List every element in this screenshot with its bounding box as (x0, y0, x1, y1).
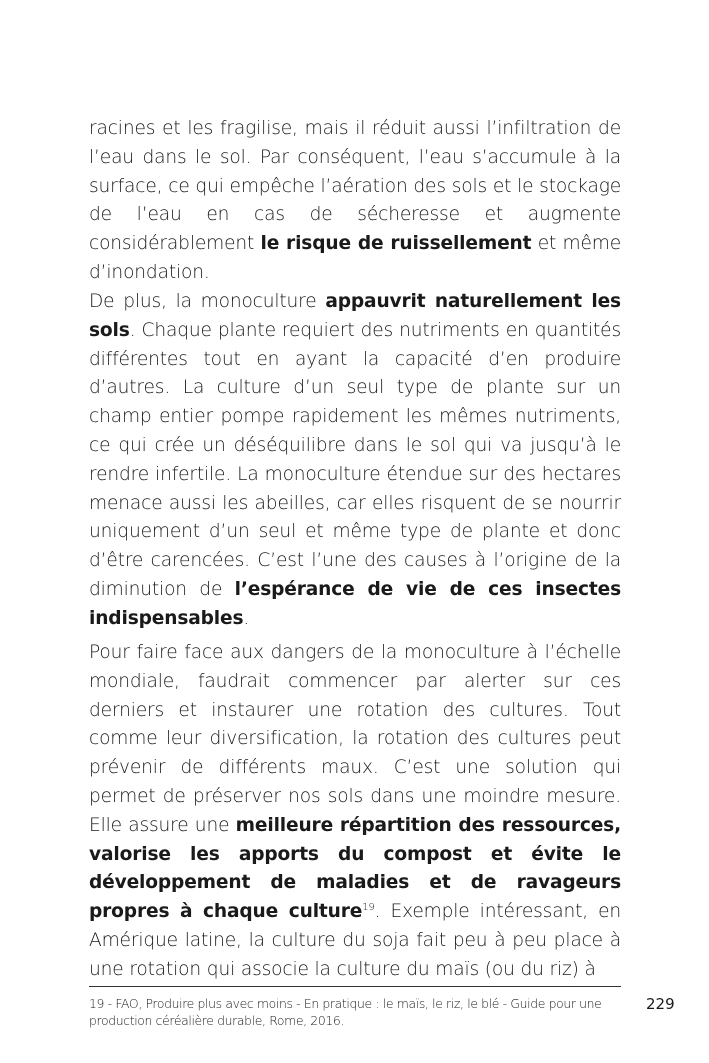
paragraph-2-emphasis-1: appauvrit naturellement les sols (89, 291, 621, 341)
footnote-divider (89, 986, 621, 987)
paragraph-2-text-c: . (243, 607, 250, 629)
paragraph-1-text-b: et même d’inondation. (89, 233, 621, 283)
paragraph-3-text-b: . Exemple intéressant, en Amérique latine, la culture du soja fait peu à peu place à une rotation qui associe la culture du maïs (ou du riz) à (89, 901, 621, 980)
paragraph-2-text-a: De plus, la monoculture (89, 291, 326, 312)
paragraph-1-text-a: racines et les fragilise, mais il réduit aussi l’infiltration de l’eau dans le sol. Par conséquent, l’eau s’accumule à la surface, ce qui empêche l’aération des sols et le stockage de l’eau en cas de sécheresse et augmente considérablement (89, 118, 621, 255)
paragraph-1 (89, 115, 621, 288)
paragraph-3 (89, 639, 621, 985)
paragraph-2-emphasis-2: l’espérance de vie de ces insectes indispensables (89, 578, 621, 629)
paragraph-3-text-a: Pour faire face aux dangers de la monoculture à l’échelle mondiale, faudrait commencer par alerter sur ces derniers et instaurer une rotation des cultures. Tout comme leur diversification, la rotation des cultures peut prévenir de différents maux. C’est une solution qui permet de préserver nos sols dans une moindre mesure. Elle assure une (89, 642, 621, 836)
paragraph-2 (89, 288, 621, 634)
paragraph-1-emphasis: le risque de ruissellement (260, 233, 532, 255)
paragraph-3-emphasis: meilleure répartition des ressources, valorise les apports du compost et évite le développement de maladies et de ravageurs propres à chaque culture (89, 814, 622, 923)
page-number: 229 (646, 995, 675, 1013)
footnote-reference[interactable]: 19 (362, 901, 375, 913)
footnote: 19 - FAO, Produire plus avec moins - En pratique : le maïs, le riz, le blé - Guide pour une production céréalière durable, Rome, 2016. (89, 996, 602, 1028)
paragraph-2-text-b: . Chaque plante requiert des nutriments en quantités différentes tout en ayant la capacité d’en produire d’autres. La culture d’un seul type de plante sur un champ entier pompe rapidement les mêmes nutriments, ce qui crée un déséquilibre dans le sol qui va jusqu’à le rendre infertile. La monoculture étendue sur des hectares menace aussi les abeilles, car elles risquent de se nourrir uniquement d’un seul et même type de plante et donc d’être carencées. C’est l’une des causes à l’origine de la diminution de (89, 319, 621, 600)
